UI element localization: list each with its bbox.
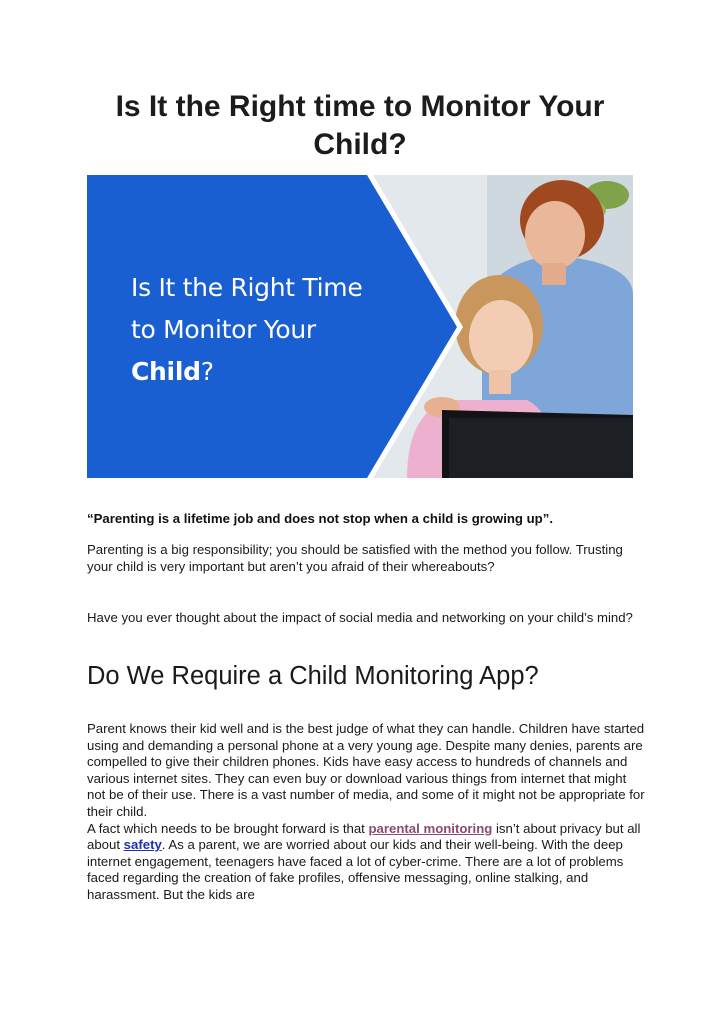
paragraph-monitoring xyxy=(87,721,647,904)
parental-monitoring-link[interactable]: parental monitoring xyxy=(368,820,493,836)
hero-image xyxy=(87,175,633,478)
pull-quote: “Parenting is a lifetime job and does not stop when a child is growing up”. xyxy=(87,511,553,526)
paragraph-monitoring-part2: A fact which needs to be brought forward is that xyxy=(87,820,369,836)
hero-line-3 xyxy=(131,351,362,393)
hero-line-3-bold: Child xyxy=(131,357,201,386)
paragraph-monitoring-part3: isn’t about privacy but all about xyxy=(87,820,641,853)
hero-line-1: Is It the Right Time xyxy=(131,273,363,302)
paragraph-monitoring-part1: Parent knows their kid well and is the best judge of what they can handle. Children have started using and demanding a personal phone at a very young age. Despite many denies, parents are compelled to give their children phones. Kids have easy access to hundreds of channels and various internet sites. They can even buy or download various things from internet that might not be of their use. There is a vast number of media, and some of it might not be appropriate for their child. xyxy=(87,721,645,819)
page-title: Is It the Right time to Monitor Your Child? xyxy=(115,90,605,161)
hero-line-2: to Monitor Your xyxy=(131,315,316,344)
paragraph-monitoring-part4: . As a parent, we are worried about our kids and their well-being. With the deep internet engagement, teenagers have faced a lot of cyber-crime. There are a lot of problems faced regarding the creation of fake profiles, offensive messaging, online stalking, and harassment. But the kids are xyxy=(87,837,624,902)
paragraph-social-media: Have you ever thought about the impact of social media and networking on your child’s mind? xyxy=(87,610,633,625)
safety-link[interactable]: safety xyxy=(123,837,162,853)
section-heading: Do We Require a Child Monitoring App? xyxy=(87,662,539,690)
hero-caption xyxy=(131,267,362,393)
paragraph-intro: Parenting is a big responsibility; you should be satisfied with the method you follow. Trusting your child is very important but aren’t you afraid of their whereabouts? xyxy=(87,542,623,574)
hero-line-3-rest: ? xyxy=(200,357,214,386)
